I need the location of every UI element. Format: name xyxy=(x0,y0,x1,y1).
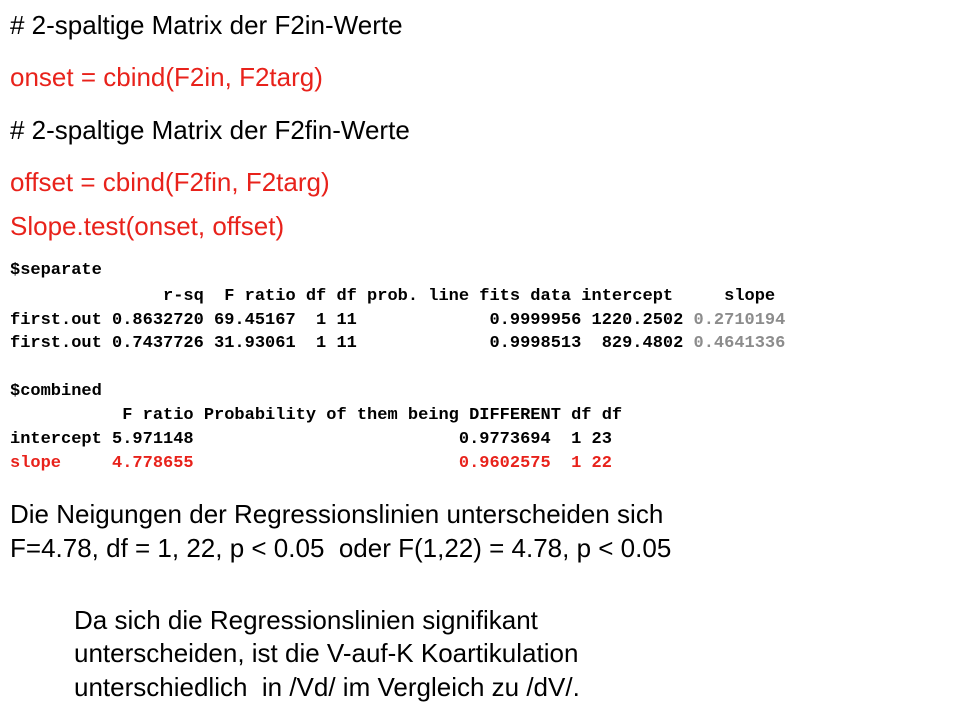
offset-code-line: offset = cbind(F2fin, F2targ) xyxy=(10,167,330,197)
offset-comment: # 2-spaltige Matrix der F2fin-Werte xyxy=(10,115,410,145)
interpretation-line-2: unterscheiden, ist die V-auf-K Koartikulation xyxy=(74,638,579,669)
interpretation-text xyxy=(74,604,580,704)
combined-column-headers: F ratio Probability of them being DIFFERENT df df xyxy=(10,406,623,425)
interpretation-line-3: unterschiedlich in /Vd/ im Vergleich zu /dV/. xyxy=(74,671,580,702)
combined-slope-row: slope 4.778655 0.9602575 1 22 xyxy=(10,454,612,473)
separate-header: $separate xyxy=(10,261,102,280)
combined-header: $combined xyxy=(10,382,102,401)
onset-comment: # 2-spaltige Matrix der F2in-Werte xyxy=(10,10,403,40)
onset-code-line: onset = cbind(F2in, F2targ) xyxy=(10,62,323,92)
separate-row-2 xyxy=(10,335,785,352)
separate-row-2-values: first.out 0.7437726 31.93061 1 11 0.9998513 829.4802 xyxy=(10,334,694,353)
separate-column-headers: r-sq F ratio df df prob. line fits data intercept slope xyxy=(10,287,776,306)
conclusion-line-2: F=4.78, df = 1, 22, p < 0.05 oder F(1,22) = 4.78, p < 0.05 xyxy=(10,532,672,563)
conclusion-text xyxy=(10,498,671,566)
combined-intercept-row: intercept 5.971148 0.9773694 1 23 xyxy=(10,430,612,449)
slope-test-code-line: Slope.test(onset, offset) xyxy=(10,211,285,241)
separate-row-1-values: first.out 0.8632720 69.45167 1 11 0.9999956 1220.2502 xyxy=(10,311,694,330)
interpretation-line-1: Da sich die Regressionslinien signifikant xyxy=(74,605,538,635)
separate-row-1 xyxy=(10,312,785,329)
separate-row-2-slope: 0.4641336 xyxy=(693,334,786,353)
conclusion-line-1: Die Neigungen der Regressionslinien unterscheiden sich xyxy=(10,499,664,529)
separate-row-1-slope: 0.2710194 xyxy=(693,311,786,330)
